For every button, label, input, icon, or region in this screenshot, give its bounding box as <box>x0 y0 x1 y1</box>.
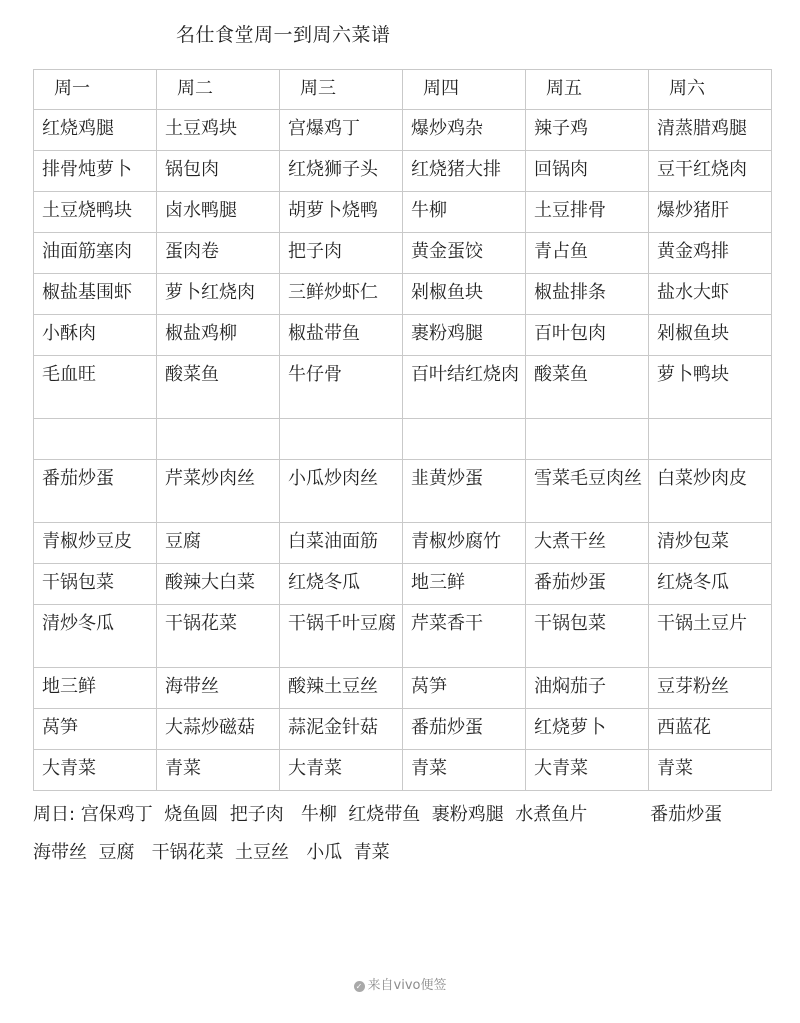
dish-cell: 红烧萝卜 <box>526 709 649 750</box>
dish-cell: 蒜泥金针菇 <box>280 709 403 750</box>
footer <box>0 974 800 993</box>
dish-cell: 宫爆鸡丁 <box>280 110 403 151</box>
dish-cell: 青菜 <box>403 750 526 791</box>
sunday-items-continued: 海带丝 豆腐 干锅花菜 土豆丝 小瓜 青菜 <box>33 842 390 863</box>
dish-cell: 豆干红烧肉 <box>649 151 772 192</box>
table-row <box>34 523 772 564</box>
dish-cell: 酸辣大白菜 <box>157 564 280 605</box>
dish-cell: 西蓝花 <box>649 709 772 750</box>
dish-cell: 盐水大虾 <box>649 274 772 315</box>
dish-cell: 剁椒鱼块 <box>403 274 526 315</box>
dish-cell: 萝卜红烧肉 <box>157 274 280 315</box>
dish-cell: 芹菜香干 <box>403 605 526 668</box>
weekly-menu-table <box>33 69 772 791</box>
dish-cell: 青椒炒豆皮 <box>34 523 157 564</box>
sunday-menu <box>33 796 773 872</box>
dish-cell: 红烧鸡腿 <box>34 110 157 151</box>
sunday-items: 宫保鸡丁 烧鱼圆 把子肉 牛柳 红烧带鱼 裹粉鸡腿 水煮鱼片 番茄炒蛋 <box>80 804 723 825</box>
dish-cell: 爆炒鸡杂 <box>403 110 526 151</box>
dish-cell: 红烧冬瓜 <box>280 564 403 605</box>
dish-cell: 把子肉 <box>280 233 403 274</box>
dish-cell: 莴笋 <box>403 668 526 709</box>
dish-cell: 酸辣土豆丝 <box>280 668 403 709</box>
dish-cell: 胡萝卜烧鸭 <box>280 192 403 233</box>
dish-cell: 牛仔骨 <box>280 356 403 419</box>
dish-cell: 韭黄炒蛋 <box>403 460 526 523</box>
dish-cell: 雪菜毛豆肉丝 <box>526 460 649 523</box>
dish-cell: 大青菜 <box>34 750 157 791</box>
table-row <box>34 356 772 419</box>
table-row <box>34 668 772 709</box>
dish-cell: 干锅包菜 <box>526 605 649 668</box>
dish-cell: 酸菜鱼 <box>157 356 280 419</box>
dish-cell <box>34 419 157 460</box>
dish-cell: 清炒冬瓜 <box>34 605 157 668</box>
day-header: 周二 <box>157 70 280 110</box>
dish-cell: 白菜油面筋 <box>280 523 403 564</box>
table-row <box>34 709 772 750</box>
dish-cell: 土豆鸡块 <box>157 110 280 151</box>
dish-cell: 黄金蛋饺 <box>403 233 526 274</box>
dish-cell: 椒盐带鱼 <box>280 315 403 356</box>
table-row <box>34 419 772 460</box>
dish-cell: 大青菜 <box>526 750 649 791</box>
dish-cell: 番茄炒蛋 <box>34 460 157 523</box>
dish-cell: 锅包肉 <box>157 151 280 192</box>
table-row <box>34 605 772 668</box>
sunday-label: 周日: <box>33 804 76 825</box>
dish-cell: 豆腐 <box>157 523 280 564</box>
dish-cell <box>157 419 280 460</box>
day-header: 周五 <box>526 70 649 110</box>
dish-cell: 土豆排骨 <box>526 192 649 233</box>
dish-cell: 清炒包菜 <box>649 523 772 564</box>
sunday-line-2 <box>33 834 773 872</box>
dish-cell: 红烧猪大排 <box>403 151 526 192</box>
table-row <box>34 151 772 192</box>
dish-cell: 干锅千叶豆腐 <box>280 605 403 668</box>
dish-cell: 酸菜鱼 <box>526 356 649 419</box>
table-row <box>34 192 772 233</box>
dish-cell: 大煮干丝 <box>526 523 649 564</box>
dish-cell: 海带丝 <box>157 668 280 709</box>
dish-cell: 辣子鸡 <box>526 110 649 151</box>
dish-cell: 椒盐排条 <box>526 274 649 315</box>
dish-cell: 红烧狮子头 <box>280 151 403 192</box>
dish-cell: 番茄炒蛋 <box>403 709 526 750</box>
table-body <box>34 110 772 791</box>
dish-cell: 清蒸腊鸡腿 <box>649 110 772 151</box>
dish-cell: 土豆烧鸭块 <box>34 192 157 233</box>
dish-cell: 青占鱼 <box>526 233 649 274</box>
dish-cell: 毛血旺 <box>34 356 157 419</box>
dish-cell: 椒盐鸡柳 <box>157 315 280 356</box>
dish-cell: 剁椒鱼块 <box>649 315 772 356</box>
dish-cell <box>280 419 403 460</box>
dish-cell: 卤水鸭腿 <box>157 192 280 233</box>
dish-cell: 黄金鸡排 <box>649 233 772 274</box>
day-header: 周六 <box>649 70 772 110</box>
dish-cell: 大蒜炒磁菇 <box>157 709 280 750</box>
dish-cell: 油焖茄子 <box>526 668 649 709</box>
dish-cell: 裹粉鸡腿 <box>403 315 526 356</box>
dish-cell: 椒盐基围虾 <box>34 274 157 315</box>
dish-cell <box>526 419 649 460</box>
table-row <box>34 315 772 356</box>
dish-cell: 番茄炒蛋 <box>526 564 649 605</box>
table-row <box>34 564 772 605</box>
table-row <box>34 750 772 791</box>
dish-cell: 三鲜炒虾仁 <box>280 274 403 315</box>
dish-cell: 百叶结红烧肉 <box>403 356 526 419</box>
dish-cell <box>403 419 526 460</box>
dish-cell: 芹菜炒肉丝 <box>157 460 280 523</box>
dish-cell: 小瓜炒肉丝 <box>280 460 403 523</box>
day-header: 周一 <box>34 70 157 110</box>
dish-cell: 青菜 <box>157 750 280 791</box>
dish-cell: 豆芽粉丝 <box>649 668 772 709</box>
dish-cell: 干锅土豆片 <box>649 605 772 668</box>
dish-cell: 干锅花菜 <box>157 605 280 668</box>
dish-cell: 大青菜 <box>280 750 403 791</box>
dish-cell <box>649 419 772 460</box>
day-header: 周三 <box>280 70 403 110</box>
dish-cell: 红烧冬瓜 <box>649 564 772 605</box>
dish-cell: 地三鲜 <box>34 668 157 709</box>
check-circle-icon: ✓ <box>354 981 365 992</box>
day-header: 周四 <box>403 70 526 110</box>
dish-cell: 青菜 <box>649 750 772 791</box>
dish-cell: 小酥肉 <box>34 315 157 356</box>
table-header-row <box>34 70 772 110</box>
dish-cell: 青椒炒腐竹 <box>403 523 526 564</box>
dish-cell: 干锅包菜 <box>34 564 157 605</box>
dish-cell: 地三鲜 <box>403 564 526 605</box>
sunday-line-1 <box>33 796 773 834</box>
page-title: 名仕食堂周一到周六菜谱 <box>176 24 391 46</box>
dish-cell: 爆炒猪肝 <box>649 192 772 233</box>
dish-cell: 油面筋塞肉 <box>34 233 157 274</box>
table-row <box>34 274 772 315</box>
dish-cell: 蛋肉卷 <box>157 233 280 274</box>
dish-cell: 排骨炖萝卜 <box>34 151 157 192</box>
footer-text: 来自vivo便签 <box>367 978 447 993</box>
table-row <box>34 110 772 151</box>
table-row <box>34 460 772 523</box>
table-row <box>34 233 772 274</box>
dish-cell: 莴笋 <box>34 709 157 750</box>
dish-cell: 百叶包肉 <box>526 315 649 356</box>
dish-cell: 萝卜鸭块 <box>649 356 772 419</box>
dish-cell: 白菜炒肉皮 <box>649 460 772 523</box>
dish-cell: 牛柳 <box>403 192 526 233</box>
dish-cell: 回锅肉 <box>526 151 649 192</box>
